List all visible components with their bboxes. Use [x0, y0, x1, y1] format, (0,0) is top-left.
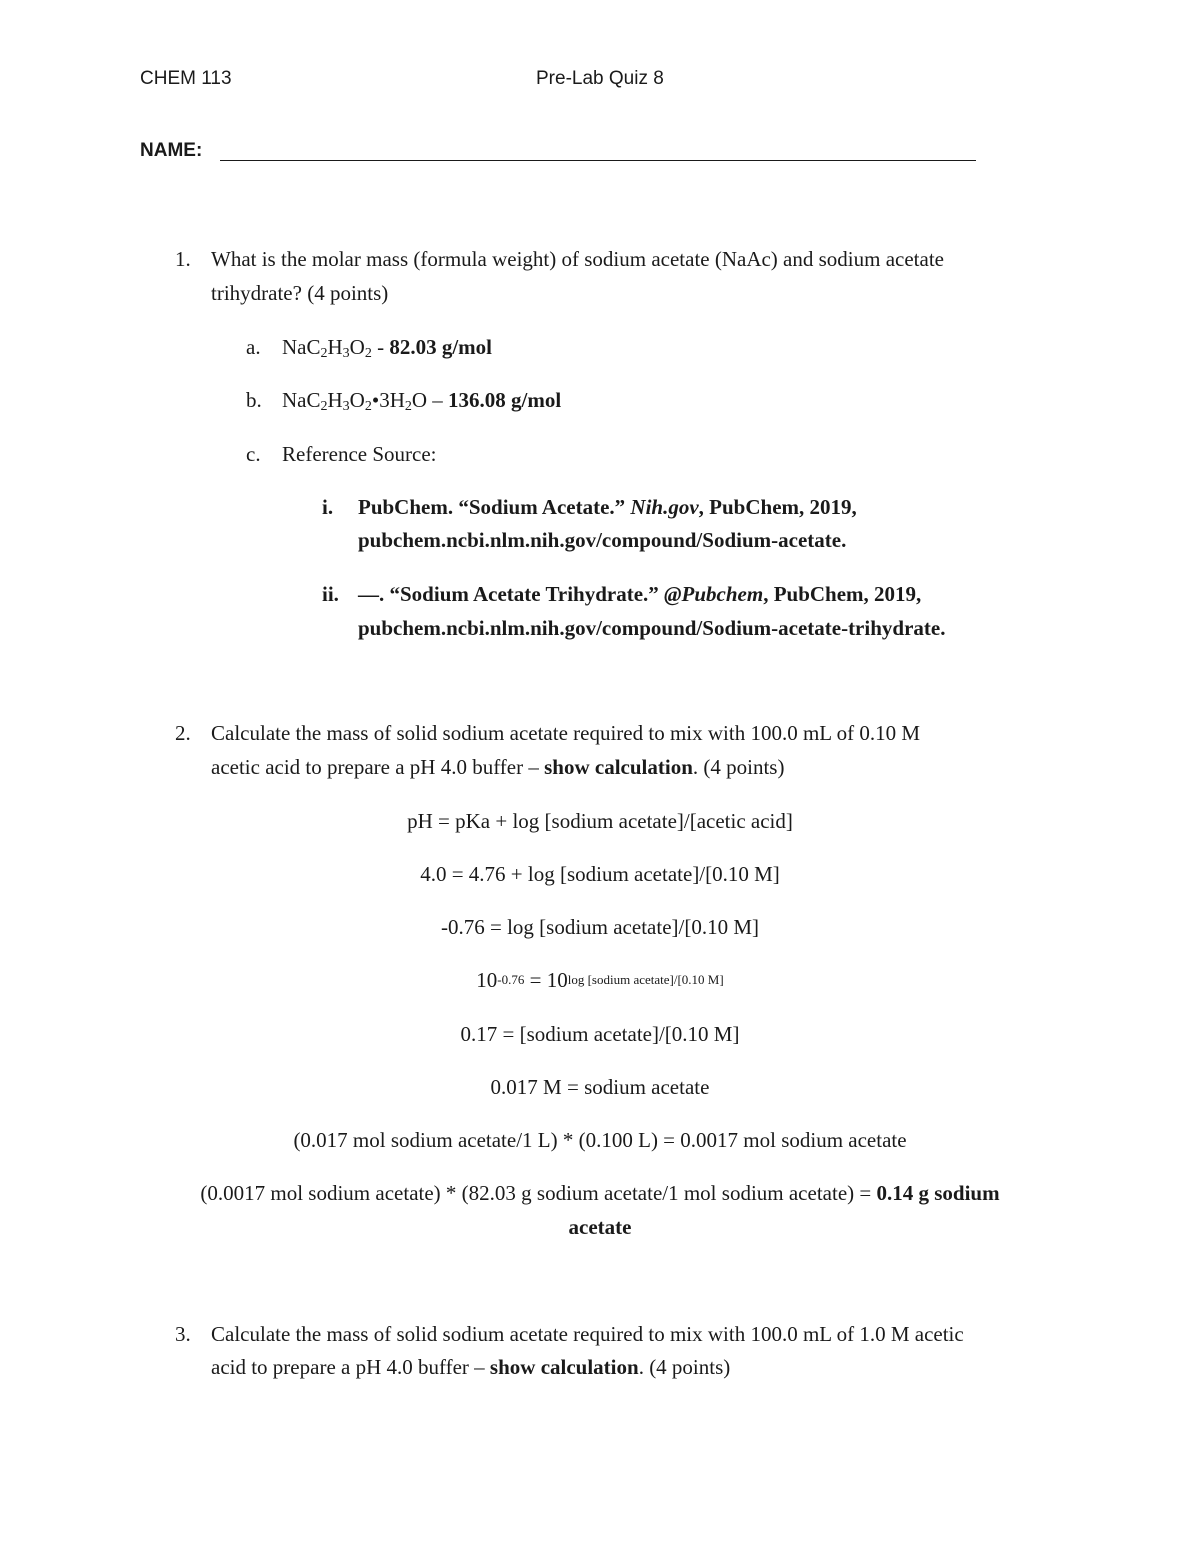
course-code: CHEM 113 [140, 68, 232, 89]
q2-eq1: pH = pKa + log [sodium acetate]/[acetic acid] [407, 809, 793, 833]
q2-answer-cont: acetate [568, 1215, 632, 1239]
ref-i-link: pubchem.ncbi.nlm.nih.gov/compound/Sodium-acetate. [358, 528, 847, 552]
q2-answer: 0.14 g sodium [876, 1181, 1000, 1205]
q1c-label: c. [246, 442, 261, 466]
q1b-label: b. [246, 388, 262, 412]
q2-eq6: 0.017 M = sodium acetate [490, 1075, 710, 1099]
q1-text-line1: What is the molar mass (formula weight) of sodium acetate (NaAc) and sodium acetate [211, 247, 944, 271]
ref-i-label: i. [322, 495, 334, 519]
q2-number: 2. [175, 721, 191, 745]
q1b-answer: 136.08 g/mol [448, 388, 562, 412]
q1a-label: a. [246, 335, 261, 359]
q1-number: 1. [175, 247, 191, 271]
q2-eq2: 4.0 = 4.76 + log [sodium acetate]/[0.10 M] [420, 862, 780, 886]
q3-text-line1: Calculate the mass of solid sodium acetate required to mix with 100.0 mL of 1.0 M acetic [211, 1322, 964, 1346]
q2-text-line1: Calculate the mass of solid sodium acetate required to mix with 100.0 mL of 0.10 M [211, 721, 920, 745]
q2-eq5: 0.17 = [sodium acetate]/[0.10 M] [460, 1022, 740, 1046]
q2-eq7: (0.017 mol sodium acetate/1 L) * (0.100 L) = 0.0017 mol sodium acetate [293, 1128, 907, 1152]
q1-text-line2: trihydrate? (4 points) [211, 281, 389, 305]
q1c-text: Reference Source: [282, 442, 437, 466]
name-field-line[interactable] [220, 160, 976, 161]
q3-number: 3. [175, 1322, 191, 1346]
ref-ii-label: ii. [322, 582, 339, 606]
name-label: NAME: [140, 140, 203, 161]
q1a-formula: $NaC_2H_3O_2 - 82.03$ g/mol [282, 335, 493, 361]
q2-eq4: 10-0.76 = 10log [sodium acetate]/[0.10 M] [476, 968, 724, 992]
q2-eq8: (0.0017 mol sodium acetate) * (82.03 g sodium acetate/1 mol sodium acetate) = 0.14 g sodium [200, 1181, 1000, 1205]
quiz-title: Pre-Lab Quiz 8 [536, 68, 664, 89]
q2-text-line2: acetic acid to prepare a pH 4.0 buffer – show calculation. (4 points) [211, 755, 785, 779]
ref-ii-link: pubchem.ncbi.nlm.nih.gov/compound/Sodium-acetate-trihydrate. [358, 616, 946, 640]
ref-i-line1: PubChem. “Sodium Acetate.” Nih.gov, PubChem, 2019, [358, 495, 857, 519]
q1a-answer: 82.03 g/mol [389, 335, 493, 359]
q3-text-line2: acid to prepare a pH 4.0 buffer – show calculation. (4 points) [211, 1355, 731, 1379]
q1b-formula: $NaC_2H_3O_2•3H_2O - 136.08$ g/mol [282, 388, 562, 414]
q2-eq3: -0.76 = log [sodium acetate]/[0.10 M] [440, 915, 759, 939]
ref-ii-line1: ––. “Sodium Acetate Trihydrate.” @Pubchem, PubChem, 2019, [358, 582, 922, 606]
